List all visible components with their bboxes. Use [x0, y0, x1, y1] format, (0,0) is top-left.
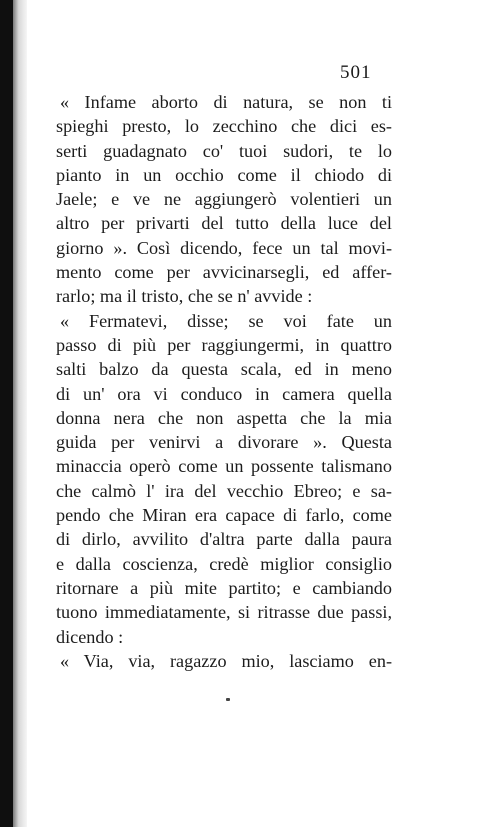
text-line: serti guadagnato co' tuoi sudori, te lo: [56, 140, 392, 161]
text-line: ritornare a più mite partito; e cambiando: [56, 577, 392, 598]
text-line: dicendo :: [56, 626, 124, 647]
text-line: Jaele; e ve ne aggiungerò volentieri un: [56, 189, 392, 210]
text-line: minaccia operò come un possente talismano: [56, 456, 392, 477]
text-line: « Fermatevi, disse; se voi fate un: [60, 310, 392, 331]
text-line: giorno ». Così dicendo, fece un tal movi-: [56, 237, 392, 258]
text-line: di un' ora vi conduco in camera quella: [56, 383, 392, 404]
text-line: pendo che Miran era capace di farlo, come: [56, 505, 392, 526]
text-line: pianto in un occhio come il chiodo di: [56, 164, 392, 185]
text-line: donna nera che non aspetta che la mia: [56, 407, 392, 428]
body-text: [56, 90, 392, 673]
binding-shadow: [13, 0, 27, 827]
text-line: spieghi presto, lo zecchino che dici es-: [56, 116, 392, 137]
text-line: tuono immediatamente, si ritrasse due passi,: [56, 602, 392, 623]
text-line: « Infame aborto di natura, se non ti: [60, 92, 392, 112]
text-line: passo di più per raggiungermi, in quattro: [56, 334, 392, 355]
text-line: salti balzo da questa scala, ed in meno: [56, 359, 392, 380]
page-number: 501: [340, 62, 372, 83]
text-line: che calmò l' ira del vecchio Ebreo; e sa-: [56, 480, 392, 501]
text-line: di dirlo, avvilito d'altra parte dalla paura: [56, 529, 392, 550]
text-line: rarlo; ma il tristo, che se n' avvide :: [56, 286, 313, 307]
text-line: mento come per avvicinarsegli, ed affer-: [56, 262, 392, 283]
text-line: « Via, via, ragazzo mio, lasciamo en-: [60, 650, 392, 671]
printing-mark: [226, 698, 230, 701]
text-line: guida per venirvi a divorare ». Questa: [56, 432, 392, 453]
text-line: e dalla coscienza, credè miglior consiglio: [56, 553, 392, 574]
book-binding-edge: [0, 0, 13, 827]
text-line: altro per privarti del tutto della luce del: [56, 213, 392, 234]
